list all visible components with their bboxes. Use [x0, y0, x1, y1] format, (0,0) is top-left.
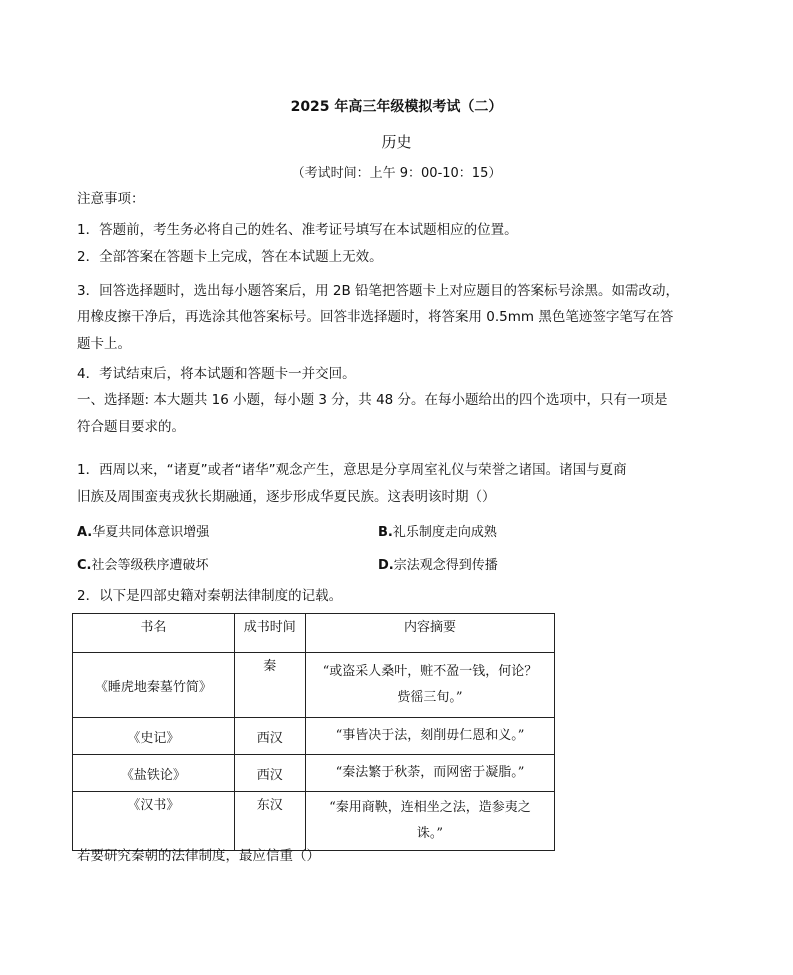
notice-item-3: 3．回答选择题时，选出每小题答案后，用 2B 铅笔把答题卡上对应题目的答案标号涂黑。如需改动，: [77, 283, 680, 299]
notice-item-1: 1．答题前，考生务必将自己的姓名、准考证号填写在本试题相应的位置。: [77, 222, 518, 238]
exam-time: （考试时间：上午 9：00-10：15）: [291, 166, 502, 181]
cell-summary: “或盗采人桑叶，赃不盈一钱，何论？ 赀徭三旬。”: [305, 653, 554, 718]
exam-subject: 历史: [381, 133, 412, 151]
option-b: B.礼乐制度走向成熟: [378, 525, 497, 540]
cell-time: 西汉: [234, 718, 305, 755]
cell-book: 《史记》: [73, 718, 235, 755]
cell-time: 东汉: [234, 792, 305, 851]
option-a: A.华夏共同体意识增强: [77, 525, 210, 540]
notice-heading: 注意事项：: [77, 191, 145, 207]
table-row: [73, 653, 555, 718]
header-time: 成书时间: [234, 614, 305, 653]
records-table: [72, 613, 555, 851]
table-row: [73, 755, 555, 792]
notice-item-3-cont: 用橡皮擦干净后，再选涂其他答案标号。回答非选择题时，将答案用 0.5mm 黑色笔迹签字笔写在答: [77, 309, 674, 325]
cell-summary: “秦法繁于秋荼，而网密于凝脂。”: [305, 755, 554, 792]
header-summary: 内容摘要: [305, 614, 554, 653]
section-heading: 一、选择题: 本大题共 16 小题，每小题 3 分，共 48 分。在每小题给出的四个选项中，只有一项是: [77, 392, 668, 408]
cell-book: 《睡虎地秦墓竹简》: [73, 653, 235, 718]
notice-item-4: 4．考试结束后，将本试题和答题卡一并交回。: [77, 366, 356, 382]
cell-book: 《汉书》: [73, 792, 235, 851]
notice-item-2: 2．全部答案在答题卡上完成，答在本试题上无效。: [77, 249, 383, 265]
question-1-stem-cont: 旧族及周围蛮夷戎狄长期融通，逐步形成华夏民族。这表明该时期（）: [77, 489, 496, 505]
question-2-prompt: 若要研究秦朝的法律制度，最应信重（）: [77, 848, 320, 864]
question-2-stem: 2．以下是四部史籍对秦朝法律制度的记载。: [77, 588, 343, 604]
notice-item-3-end: 题卡上。: [77, 336, 131, 352]
table-row: [73, 718, 555, 755]
question-1-stem: 1．西周以来，“诸夏”或者“诸华”观念产生，意思是分享周室礼仪与荣誉之诸国。诸国与夏商: [77, 462, 627, 478]
cell-time: 秦: [234, 653, 305, 718]
cell-book: 《盐铁论》: [73, 755, 235, 792]
cell-time: 西汉: [234, 755, 305, 792]
option-d: D.宗法观念得到传播: [378, 558, 498, 573]
table-row: [73, 792, 555, 851]
cell-summary: “事皆决于法，刻削毋仁恩和义。”: [305, 718, 554, 755]
option-c: C.社会等级秩序遭破坏: [77, 558, 209, 573]
table-header-row: [73, 614, 555, 653]
header-book: 书名: [73, 614, 235, 653]
exam-title: 2025 年高三年级模拟考试（二）: [290, 99, 503, 115]
cell-summary: “秦用商鞅，连相坐之法，造参夷之 诛。”: [305, 792, 554, 851]
section-heading-cont: 符合题目要求的。: [77, 419, 185, 435]
